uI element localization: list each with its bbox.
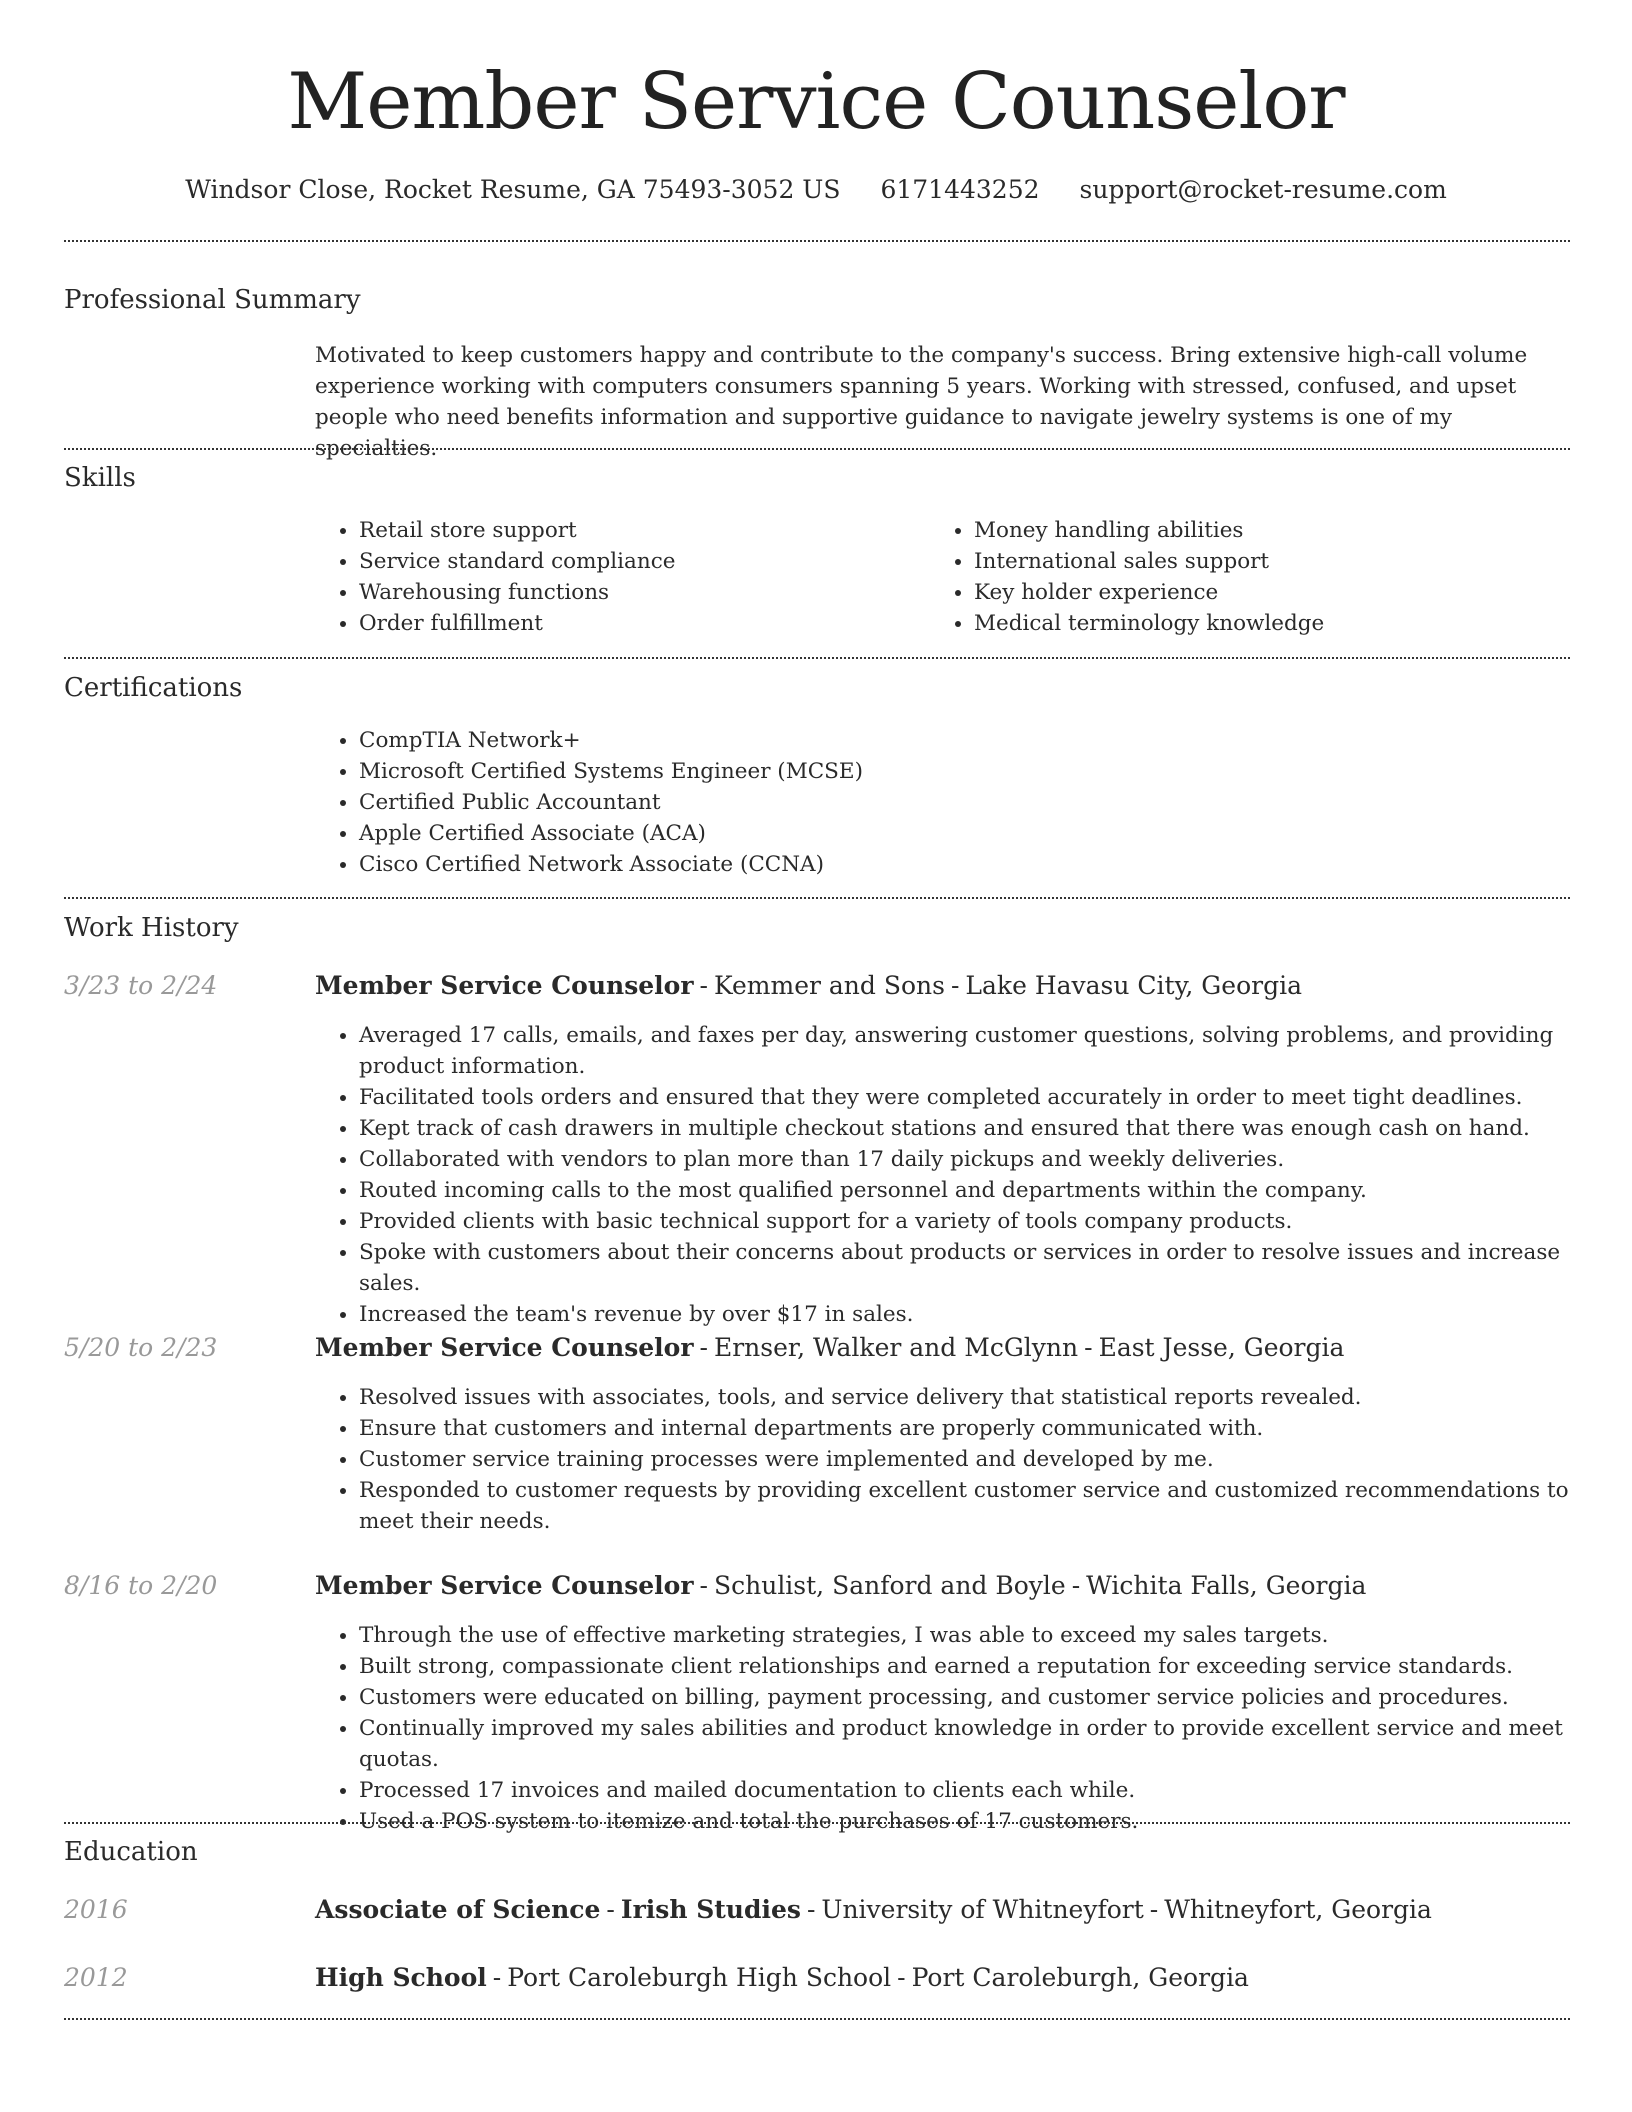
divider [64, 657, 1570, 659]
certification-item: • Apple Certified Associate (ACA) [359, 818, 1559, 849]
job-bullet: • Processed 17 invoices and mailed documentation to clients each while. [359, 1775, 1614, 1806]
job-heading: Member Service Counselor - Schulist, Sanford and Boyle - Wichita Falls, Georgia [315, 1571, 1367, 1600]
job-heading: Member Service Counselor - Ernser, Walker and McGlynn - East Jesse, Georgia [315, 1333, 1345, 1362]
job-bullets [315, 1620, 1614, 1837]
job-dates: 5/20 to 2/23 [64, 1333, 218, 1362]
skill-item: • International sales support [974, 546, 1574, 577]
job-bullet: • Increased the team's revenue by over $17 in sales. [359, 1299, 1614, 1330]
job-role: Member Service Counselor [315, 1571, 694, 1600]
job-bullet: • Collaborated with vendors to plan more than 17 daily pickups and weekly deliveries. [359, 1144, 1614, 1175]
skill-item: • Service standard compliance [359, 546, 919, 577]
skill-item: • Key holder experience [974, 577, 1574, 608]
job-bullet: • Responded to customer requests by providing excellent customer service and customized recommendations to meet their needs. [359, 1475, 1614, 1537]
education-degree: Associate of Science [315, 1895, 601, 1924]
job-bullet: • Spoke with customers about their concerns about products or services in order to resolve issues and increase sales. [359, 1237, 1614, 1299]
job-bullet: • Used a POS system to itemize and total the purchases of 17 customers. [359, 1806, 1614, 1837]
job-bullet: • Kept track of cash drawers in multiple checkout stations and ensured that there was enough cash on hand. [359, 1113, 1614, 1144]
job-bullet: • Ensure that customers and internal departments are properly communicated with. [359, 1413, 1614, 1444]
education-heading: High School - Port Caroleburgh High School - Port Caroleburgh, Georgia [315, 1963, 1249, 1992]
section-title-summary: Professional Summary [64, 285, 361, 315]
divider [64, 897, 1570, 899]
job-role: Member Service Counselor [315, 971, 694, 1000]
summary-text: Motivated to keep customers happy and contribute to the company's success. Bring extensive high-call volume experience working with computers consumers spanning 5 years. Working with stressed, confused, and upset people who need benefits information and supportive guidance to navigate jewelry systems is one of my specialties. [315, 343, 1528, 461]
job-bullet: • Provided clients with basic technical support for a variety of tools company products. [359, 1206, 1614, 1237]
section-title-work-history: Work History [64, 913, 239, 943]
education-location: Port Caroleburgh, Georgia [911, 1963, 1249, 1992]
skill-item: • Money handling abilities [974, 515, 1574, 546]
education-degree: High School [315, 1963, 487, 1992]
education-year: 2012 [64, 1963, 128, 1992]
job-bullets [315, 1382, 1614, 1537]
education-year: 2016 [64, 1895, 128, 1924]
skills-list-left [315, 515, 919, 639]
resume-name: Member Service Counselor [287, 57, 1345, 147]
divider [64, 448, 1570, 450]
divider [64, 1822, 1570, 1824]
certification-item: • Microsoft Certified Systems Engineer (MCSE) [359, 756, 1559, 787]
job-dates: 8/16 to 2/20 [64, 1571, 218, 1600]
job-bullet: • Built strong, compassionate client relationships and earned a reputation for exceeding service standards. [359, 1651, 1614, 1682]
job-heading: Member Service Counselor - Kemmer and Sons - Lake Havasu City, Georgia [315, 971, 1302, 1000]
job-bullet: • Averaged 17 calls, emails, and faxes per day, answering customer questions, solving problems, and providing product information. [359, 1020, 1614, 1082]
job-location: East Jesse, Georgia [1098, 1333, 1345, 1362]
job-bullet: • Resolved issues with associates, tools, and service delivery that statistical reports revealed. [359, 1382, 1614, 1413]
education-school: University of Whitneyfort [821, 1895, 1144, 1924]
job-company: Ernser, Walker and McGlynn [713, 1333, 1079, 1362]
certifications-list [315, 725, 1559, 880]
job-bullet: • Customers were educated on billing, payment processing, and customer service policies and procedures. [359, 1682, 1614, 1713]
contact-phone: 6171443252 [880, 175, 1040, 204]
certification-item: • Cisco Certified Network Associate (CCNA) [359, 849, 1559, 880]
education-field: Irish Studies [620, 1895, 801, 1924]
skill-item: • Warehousing functions [359, 577, 919, 608]
job-bullets [315, 1020, 1614, 1330]
section-title-certifications: Certifications [64, 673, 243, 703]
education-school: Port Caroleburgh High School [507, 1963, 892, 1992]
job-bullet: • Through the use of effective marketing strategies, I was able to exceed my sales targets. [359, 1620, 1614, 1651]
job-location: Wichita Falls, Georgia [1086, 1571, 1367, 1600]
job-role: Member Service Counselor [315, 1333, 694, 1362]
contact-line [0, 170, 1632, 210]
job-company: Schulist, Sanford and Boyle [713, 1571, 1066, 1600]
divider [64, 240, 1570, 242]
skills-list-right [930, 515, 1574, 639]
job-bullet: • Routed incoming calls to the most qualified personnel and departments within the company. [359, 1175, 1614, 1206]
skill-item: • Medical terminology knowledge [974, 608, 1574, 639]
section-title-skills: Skills [64, 463, 136, 493]
skill-item: • Order fulfillment [359, 608, 919, 639]
certification-item: • CompTIA Network+ [359, 725, 1559, 756]
job-location: Lake Havasu City, Georgia [965, 971, 1302, 1000]
job-dates: 3/23 to 2/24 [64, 971, 218, 1000]
skill-item: • Retail store support [359, 515, 919, 546]
divider [64, 2018, 1570, 2020]
contact-address: Windsor Close, Rocket Resume, GA 75493-3052 US [185, 175, 841, 204]
certification-item: • Certified Public Accountant [359, 787, 1559, 818]
education-location: Whitneyfort, Georgia [1164, 1895, 1432, 1924]
job-bullet: • Continually improved my sales abilities and product knowledge in order to provide excellent service and meet quotas. [359, 1713, 1614, 1775]
job-bullet: • Facilitated tools orders and ensured that they were completed accurately in order to meet tight deadlines. [359, 1082, 1614, 1113]
contact-email: support@rocket-resume.com [1079, 175, 1447, 204]
job-company: Kemmer and Sons [713, 971, 945, 1000]
job-bullet: • Customer service training processes were implemented and developed by me. [359, 1444, 1614, 1475]
section-title-education: Education [64, 1837, 198, 1867]
education-heading: Associate of Science - Irish Studies - University of Whitneyfort - Whitneyfort, Georgia [315, 1895, 1432, 1924]
